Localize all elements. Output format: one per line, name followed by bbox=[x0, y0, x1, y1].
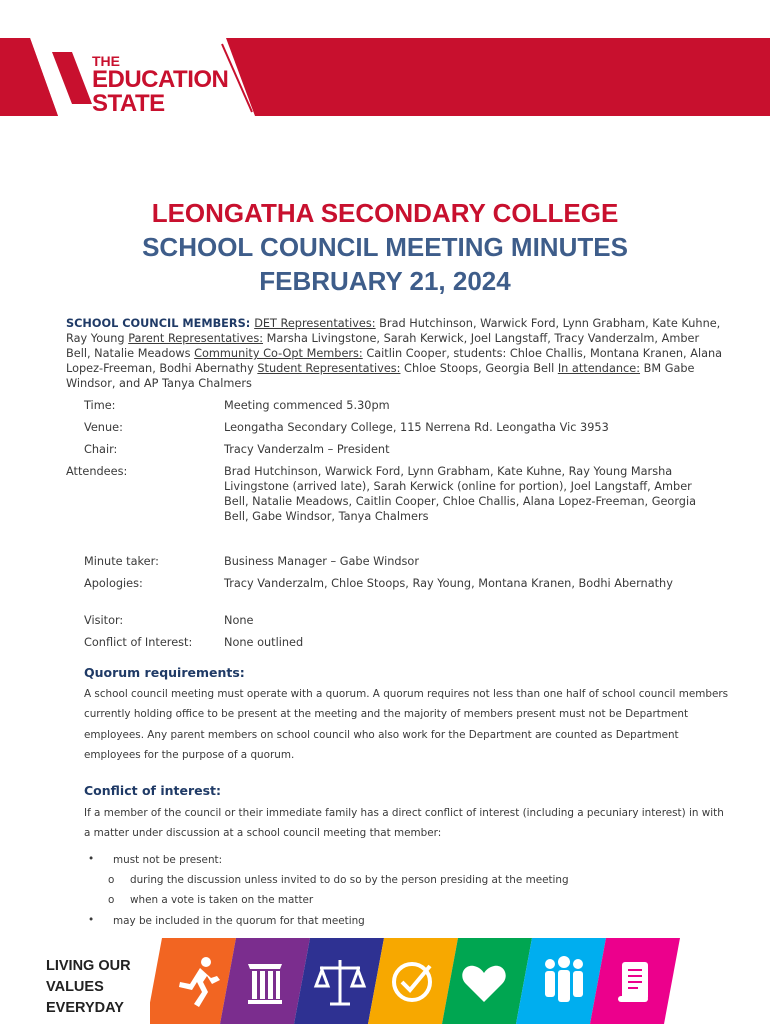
slogan-line-2: VALUES bbox=[46, 979, 104, 995]
time-label: Time: bbox=[84, 399, 116, 412]
venue-value: Leongatha Secondary College, 115 Nerrena Rd. Leongatha Vic 3953 bbox=[224, 421, 609, 434]
document-titles bbox=[0, 196, 770, 298]
parent-label: Parent Representatives: bbox=[128, 332, 264, 345]
bullet-quorum: may be included in the quorum for that meeting bbox=[113, 915, 365, 927]
visitor-label: Visitor: bbox=[84, 614, 124, 627]
document-title: SCHOOL COUNCIL MEETING MINUTES bbox=[142, 232, 628, 262]
quorum-text: A school council meeting must operate with a quorum. A quorum requires not less than one half of school council members currently holding office to be present at the meeting and the majority of members present must not be Department employees. Any parent members on school council who also work for the Department are counted as Department employees for the purpose of a quorum. bbox=[84, 688, 729, 761]
bullet-dot: • bbox=[88, 914, 95, 926]
student-names: Chloe Stoops, Georgia Bell bbox=[400, 362, 558, 375]
apologies-label: Apologies: bbox=[84, 577, 143, 590]
quorum-heading: Quorum requirements: bbox=[84, 665, 245, 680]
coopt-label: Community Co-Opt Members: bbox=[194, 347, 363, 360]
attendees-value: Brad Hutchinson, Warwick Ford, Lynn Grabham, Kate Kuhne, Ray Young Marsha Livingstone (arrived late), Sarah Kerwick (online for portion), Joel Langstaff, Amber Bell, Natalie Meadows, Caitlin Cooper, Chloe Challis, Alana Lopez-Freeman, Georgia Bell, Gabe Windsor, Tanya Chalmers bbox=[224, 465, 697, 523]
slogan-line-3: EVERYDAY bbox=[46, 1000, 124, 1016]
apologies-value: Tracy Vanderzalm, Chloe Stoops, Ray Young, Montana Kranen, Bodhi Abernathy bbox=[224, 577, 673, 590]
bullet-must-not: must not be present: bbox=[113, 854, 223, 866]
venue-label: Venue: bbox=[84, 421, 123, 434]
people-icon bbox=[545, 956, 583, 1002]
student-label: Student Representatives: bbox=[257, 362, 401, 375]
sub-bullet-vote: when a vote is taken on the matter bbox=[130, 894, 314, 906]
conflict-label: Conflict of Interest: bbox=[84, 636, 193, 649]
chair-value: Tracy Vanderzalm – President bbox=[224, 443, 390, 456]
attendees-label: Attendees: bbox=[66, 465, 128, 478]
education-state-logo bbox=[92, 54, 228, 116]
det-label: DET Representatives: bbox=[254, 317, 376, 330]
values-band bbox=[150, 938, 770, 1024]
sub-bullet-marker: o bbox=[108, 874, 115, 886]
logo-state: STATE bbox=[92, 90, 165, 117]
sub-bullet-discussion: during the discussion unless invited to do so by the person presiding at the meeting bbox=[130, 874, 569, 886]
chair-label: Chair: bbox=[84, 443, 118, 456]
school-name: LEONGATHA SECONDARY COLLEGE bbox=[151, 198, 619, 228]
sub-bullet-marker: o bbox=[108, 894, 115, 906]
visitor-value: None bbox=[224, 614, 254, 627]
attendance-label: In attendance: bbox=[557, 362, 641, 375]
conflict-value: None outlined bbox=[224, 636, 304, 649]
logo-the: THE bbox=[92, 53, 120, 69]
certificate-icon bbox=[618, 962, 648, 1002]
members-heading: SCHOOL COUNCIL MEMBERS bbox=[66, 317, 246, 330]
parent-names: Marsha Livingstone, Sarah Kerwick, Joel Langstaff, Tracy Vanderzalm, Amber Bell, Natalie Meadows bbox=[66, 332, 700, 360]
minute-taker-value: Business Manager – Gabe Windsor bbox=[224, 555, 419, 568]
conflict-heading: Conflict of interest: bbox=[84, 783, 222, 798]
minute-taker-label: Minute taker: bbox=[84, 555, 159, 568]
time-value: Meeting commenced 5.30pm bbox=[224, 399, 390, 412]
values-slogan bbox=[46, 956, 131, 1019]
logo-education: EDUCATION bbox=[92, 66, 229, 93]
conflict-text: If a member of the council or their immediate family has a direct conflict of interest (including a pecuniary interest) in with a matter under discussion at a school council meeting that member: bbox=[84, 807, 724, 840]
council-members: SCHOOL COUNCIL MEMBERS: DET Representatives: Brad Hutchinson, Warwick Ford, Lynn Grabham, Kate Kuhne, Ray Young Parent Representatives: Marsha Livingstone, Sarah Kerwick, Joel Langstaff, Tracy Vanderzalm, Amber Bell, Natalie Meadows Community Co-Opt Members: Caitlin Cooper, students: Chloe Challis, Montana Kranen, Alana Lopez-Freeman, Bodhi Abernathy Student Representatives: Chloe Stoops, Georgia Bell In attendance: BM Gabe Windsor, and AP Tanya Chalmers bbox=[66, 317, 723, 390]
coopt-names: Caitlin Cooper, students: Chloe Challis, Montana Kranen, Alana Lopez-Freeman, Bodhi Abernathy bbox=[66, 347, 723, 375]
bullet-dot: • bbox=[88, 853, 95, 865]
meeting-date: FEBRUARY 21, 2024 bbox=[259, 266, 511, 296]
attendance-names: BM Gabe Windsor, and AP Tanya Chalmers bbox=[66, 362, 695, 390]
det-names: Brad Hutchinson, Warwick Ford, Lynn Grabham, Kate Kuhne, Ray Young bbox=[66, 317, 721, 345]
slogan-line-1: LIVING OUR bbox=[46, 958, 131, 974]
